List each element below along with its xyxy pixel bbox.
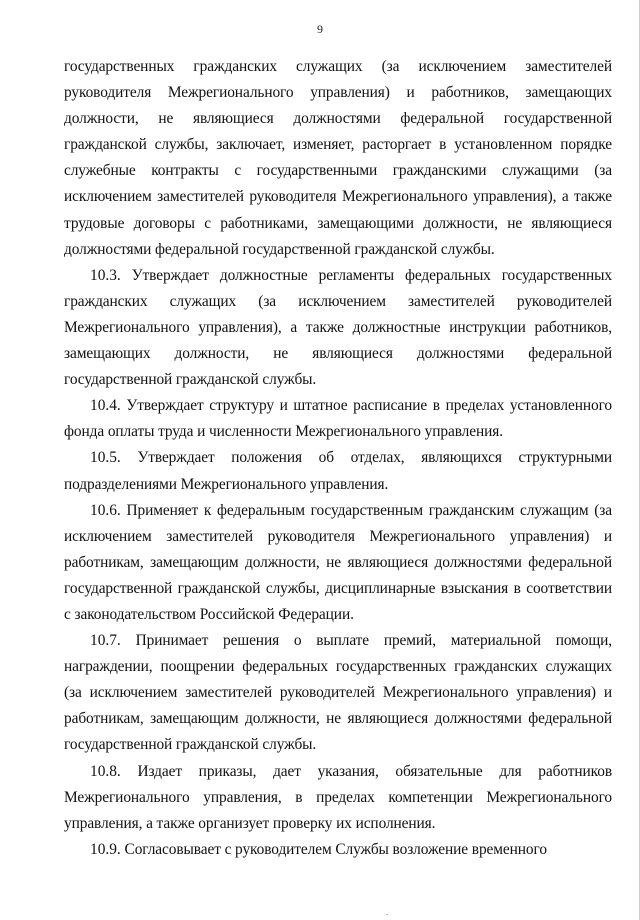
paragraph-number: 10.6. — [90, 501, 121, 519]
paragraph-number: 10.4. — [90, 397, 121, 415]
paragraph-text: Согласовывает с руководителем Службы возложение временного — [124, 840, 547, 858]
paragraph-10-3 — [64, 263, 612, 393]
paragraph-number: 10.9. — [90, 840, 121, 858]
paragraph-10-7 — [64, 628, 612, 758]
paragraph-text: Утверждает структуру и штатное расписание в пределах установленного фонда оплаты труда и численности Межрегионального управления. — [64, 397, 613, 441]
paragraph-10-9 — [64, 837, 612, 863]
paragraph-number: 10.8. — [90, 762, 121, 780]
paragraph-number: 10.7. — [90, 632, 121, 650]
paragraph-text: Утверждает должностные регламенты федеральных государственных гражданских служащих (за исключением заместителей руководителей Межрегионального управления), а также должностные инструкции работников, замещающих должности, не являющиеся должностями федеральной государственной гражданской службы. — [64, 266, 613, 389]
paragraph-text: Принимает решения о выплате премий, материальной помощи, награждении, поощрении федеральных государственных гражданских служащих (за исключением заместителей руководителей Межрегионального управления) и работникам, замещающим должности, не являющиеся должностями федеральной государственной гражданской службы. — [64, 632, 613, 754]
page-number: 9 — [317, 22, 323, 36]
scan-speck — [386, 914, 388, 915]
paragraph-text: Применяет к федеральным государственным гражданским служащим (за исключением заместителей руководителя Межрегионального управления) и работникам, замещающим должности, не являющиеся должностями федеральной государственной гражданской службы, дисциплинарные взыскания в соответствии с законодательством Российской Федерации. — [64, 501, 613, 623]
paragraph-10-8 — [64, 759, 612, 837]
paragraph-text: Издает приказы, дает указания, обязательные для работников Межрегионального управления, в пределах компетенции Межрегионального управления, а также организует проверку их исполнения. — [64, 762, 612, 832]
paragraph-text: Утверждает положения об отделах, являющихся структурными подразделениями Межрегионального управления. — [64, 449, 612, 493]
paragraph-10-6 — [64, 498, 612, 628]
document-body — [64, 54, 612, 863]
paragraph-continued — [64, 54, 612, 263]
paragraph-number: 10.3. — [90, 266, 121, 284]
paragraph-number: 10.5. — [90, 449, 121, 467]
paragraph-10-4 — [64, 393, 612, 445]
paragraph-10-5 — [64, 445, 612, 497]
paragraph-text: государственных гражданских служащих (за исключением заместителей руководителя Межрегионального управления) и работников, замещающих должности, не являющиеся должностями федеральной государственной гражданской службы, заключает, изменяет, расторгает в установленном порядке служебные контракты с государственными гражданскими служащими (за исключением заместителей руководителя Межрегионального управления), а также трудовые договоры с работниками, замещающими должности, не являющиеся должностями федеральной государственной гражданской службы. — [64, 58, 612, 258]
